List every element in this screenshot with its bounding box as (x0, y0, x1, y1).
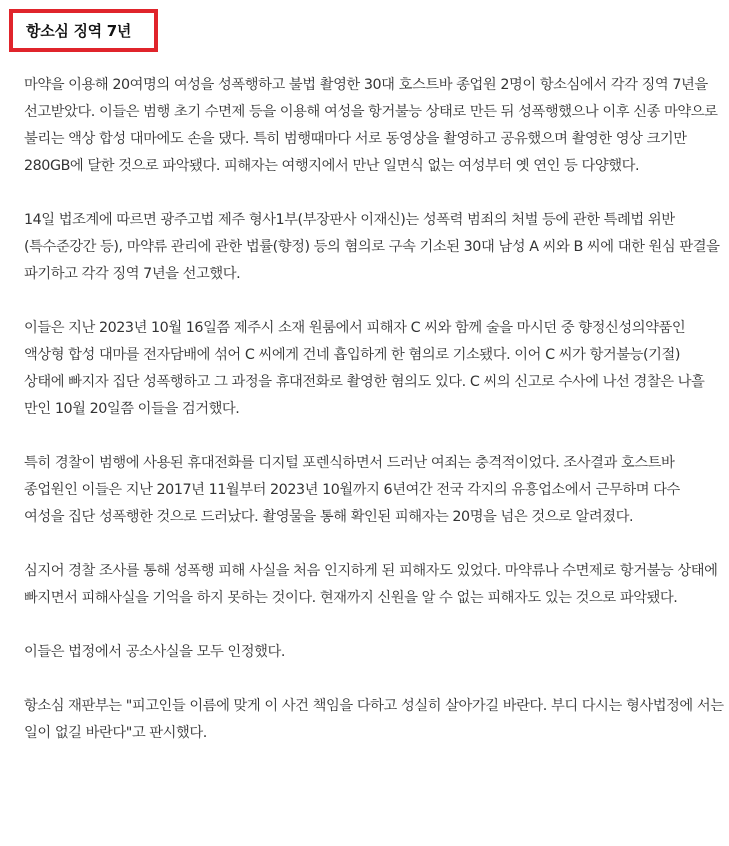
article-paragraph-4: 특히 경찰이 범행에 사용된 휴대전화를 디지털 포렌식하면서 드러난 여죄는 충격적이었다. 조사결과 호스트바 종업원인 이들은 지난 2017년 11월부터 2023년 10월까지 6년여간 전국 각지의 유흥업소에서 근무하며 다수 여성을 집단 성폭행한 것으로 드러났다. 촬영물을 통해 확인된 피해자는 20명을 넘은 것으로 알려졌다. (24, 455, 680, 525)
article-paragraph-1: 마약을 이용해 20여명의 여성을 성폭행하고 불법 촬영한 30대 호스트바 종업원 2명이 항소심에서 각각 징역 7년을 선고받았다. 이들은 범행 초기 수면제 등을 이용해 여성을 항거불능 상태로 만든 뒤 성폭행했으나 이후 신종 마약으로 불리는 액상 합성 대마에도 손을 댔다. 특히 범행때마다 서로 동영상을 촬영하고 공유했으며 촬영한 영상 크기만 280GB에 달한 것으로 파악됐다. 피해자는 여행지에서 만난 일면식 없는 여성부터 옛 연인 등 다양했다. (24, 77, 718, 174)
headline-highlight-box (9, 9, 158, 52)
article-paragraph-7: 항소심 재판부는 "피고인들 이름에 맞게 이 사건 책임을 다하고 성실히 살아가길 바란다. 부디 다시는 형사법정에 서는 일이 없길 바란다"고 판시했다. (24, 698, 724, 741)
article-paragraph-6: 이들은 법정에서 공소사실을 모두 인정했다. (24, 644, 285, 660)
article-body (24, 72, 724, 774)
article-paragraph-5: 심지어 경찰 조사를 통해 성폭행 피해 사실을 처음 인지하게 된 피해자도 있었다. 마약류나 수면제로 항거불능 상태에 빠지면서 피해사실을 기억을 하지 못하는 것이다. 현재까지 신원을 알 수 없는 피해자도 있는 것으로 파악됐다. (24, 563, 718, 606)
article-paragraph-2: 14일 법조계에 따르면 광주고법 제주 형사1부(부장판사 이재신)는 성폭력 범죄의 처벌 등에 관한 특례법 위반(특수준강간 등), 마약류 관리에 관한 법률(향정) 등의 혐의로 구속 기소된 30대 남성 A 씨와 B 씨에 대한 원심 판결을 파기하고 각각 징역 7년을 선고했다. (24, 212, 720, 282)
article-headline: 항소심 징역 7년 (26, 22, 132, 40)
article-paragraph-3: 이들은 지난 2023년 10월 16일쯤 제주시 소재 원룸에서 피해자 C 씨와 함께 술을 마시던 중 향정신성의약품인 액상형 합성 대마를 전자담배에 섞어 C 씨에게 건네 흡입하게 한 혐의로 기소됐다. 이어 C 씨가 항거불능(기절) 상태에 빠지자 집단 성폭행하고 그 과정을 휴대전화로 촬영한 혐의도 있다. C 씨의 신고로 수사에 나선 경찰은 나흘 만인 10월 20일쯤 이들을 검거했다. (24, 320, 705, 417)
